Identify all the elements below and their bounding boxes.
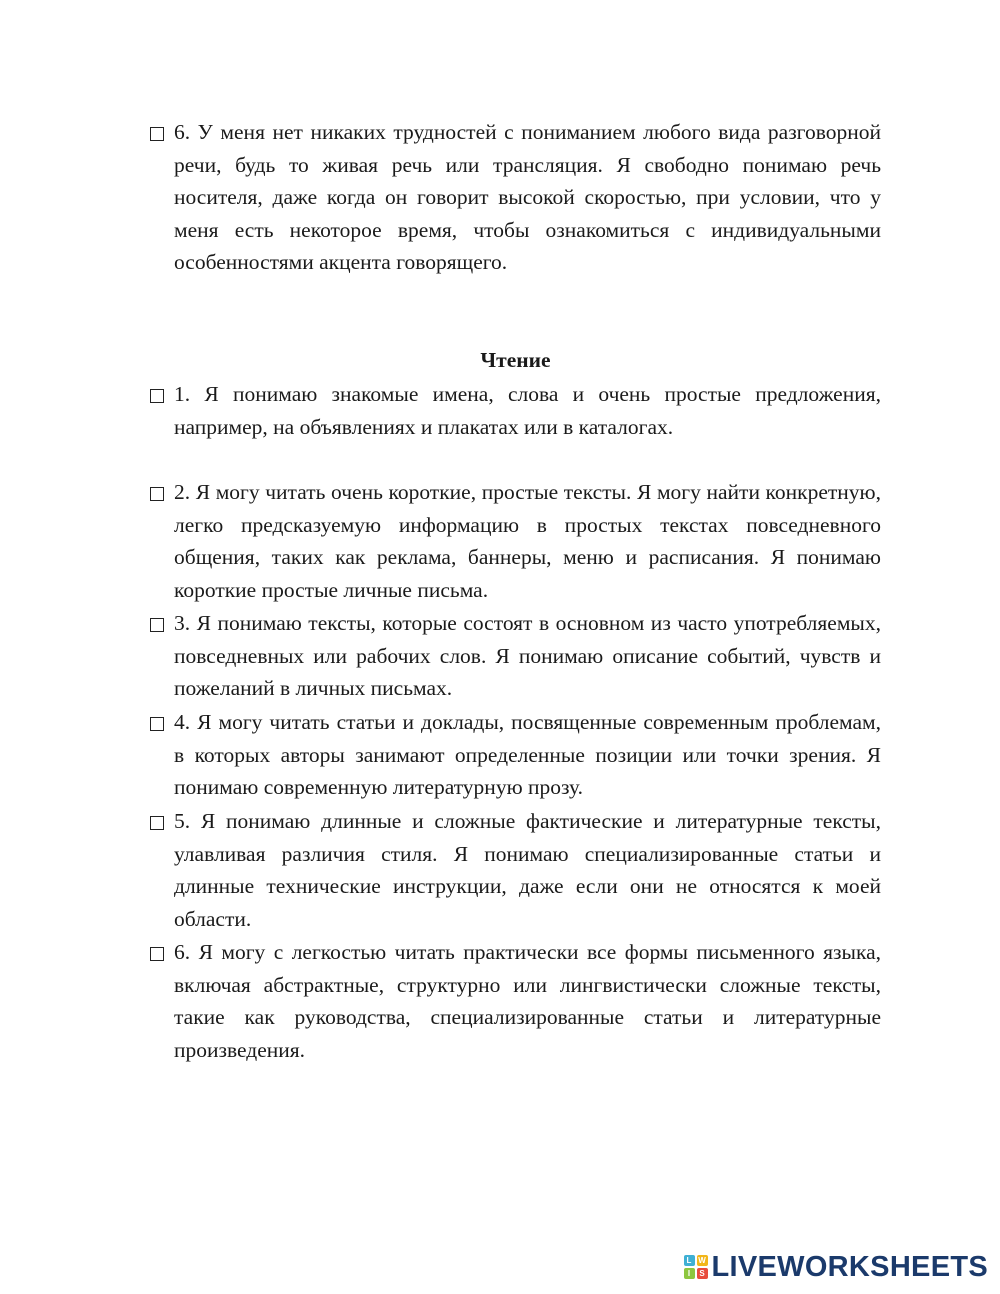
logo-tile-icon: L	[684, 1255, 695, 1266]
checkbox[interactable]	[150, 717, 164, 731]
reading-item-2	[150, 480, 881, 606]
checkbox[interactable]	[150, 389, 164, 403]
item-text: 6. Я могу с легкостью читать практически все формы письменного языка, включая абстрактные, структурно или лингвистически сложные тексты, такие как руководства, специализированные статьи и литературные произведения.	[174, 940, 881, 1062]
item-text: 1. Я понимаю знакомые имена, слова и очень простые предложения, например, на объявлениях и плакатах или в каталогах.	[174, 382, 881, 439]
listening-item-6	[150, 120, 881, 279]
reading-item-3	[150, 611, 881, 705]
checkbox[interactable]	[150, 947, 164, 961]
checkbox[interactable]	[150, 816, 164, 830]
liveworksheets-logo-icon	[684, 1255, 708, 1279]
liveworksheets-logo	[684, 1252, 989, 1282]
item-text: 6. У меня нет никаких трудностей с пониманием любого вида разговорной речи, будь то живая речь или трансляция. Я свободно понимаю речь носителя, даже когда он говорит высокой скоростью, при условии, что у меня есть некоторое время, чтобы ознакомиться с индивидуальными особенностями акцента говорящего.	[174, 120, 881, 274]
logo-tile-icon: I	[684, 1268, 695, 1279]
checkbox[interactable]	[150, 487, 164, 501]
item-text: 2. Я могу читать очень короткие, простые тексты. Я могу найти конкретную, легко предсказуемую информацию в простых текстах повседневного общения, таких как реклама, баннеры, меню и расписания. Я понимаю короткие простые личные письма.	[174, 480, 881, 602]
checkbox[interactable]	[150, 618, 164, 632]
logo-tile-icon: W	[698, 1256, 706, 1265]
reading-item-4	[150, 710, 881, 804]
section-heading-reading: Чтение	[480, 348, 551, 372]
logo-text: LIVEWORKSHEETS	[711, 1251, 988, 1283]
reading-item-6	[150, 940, 881, 1066]
item-text: 5. Я понимаю длинные и сложные фактические и литературные тексты, улавливая различия стиля. Я понимаю специализированные статьи и длинные технические инструкции, даже если они не относятся к моей области.	[174, 809, 881, 931]
checkbox[interactable]	[150, 127, 164, 141]
item-text: 3. Я понимаю тексты, которые состоят в основном из часто употребляемых, повседневных или рабочих слов. Я понимаю описание событий, чувств и пожеланий в личных письмах.	[174, 611, 881, 700]
reading-item-1	[150, 382, 881, 443]
item-text: 4. Я могу читать статьи и доклады, посвященные современным проблемам, в которых авторы занимают определенные позиции или точки зрения. Я понимаю современную литературную прозу.	[174, 710, 881, 799]
logo-tile-icon: S	[697, 1268, 708, 1279]
reading-item-5	[150, 809, 881, 935]
